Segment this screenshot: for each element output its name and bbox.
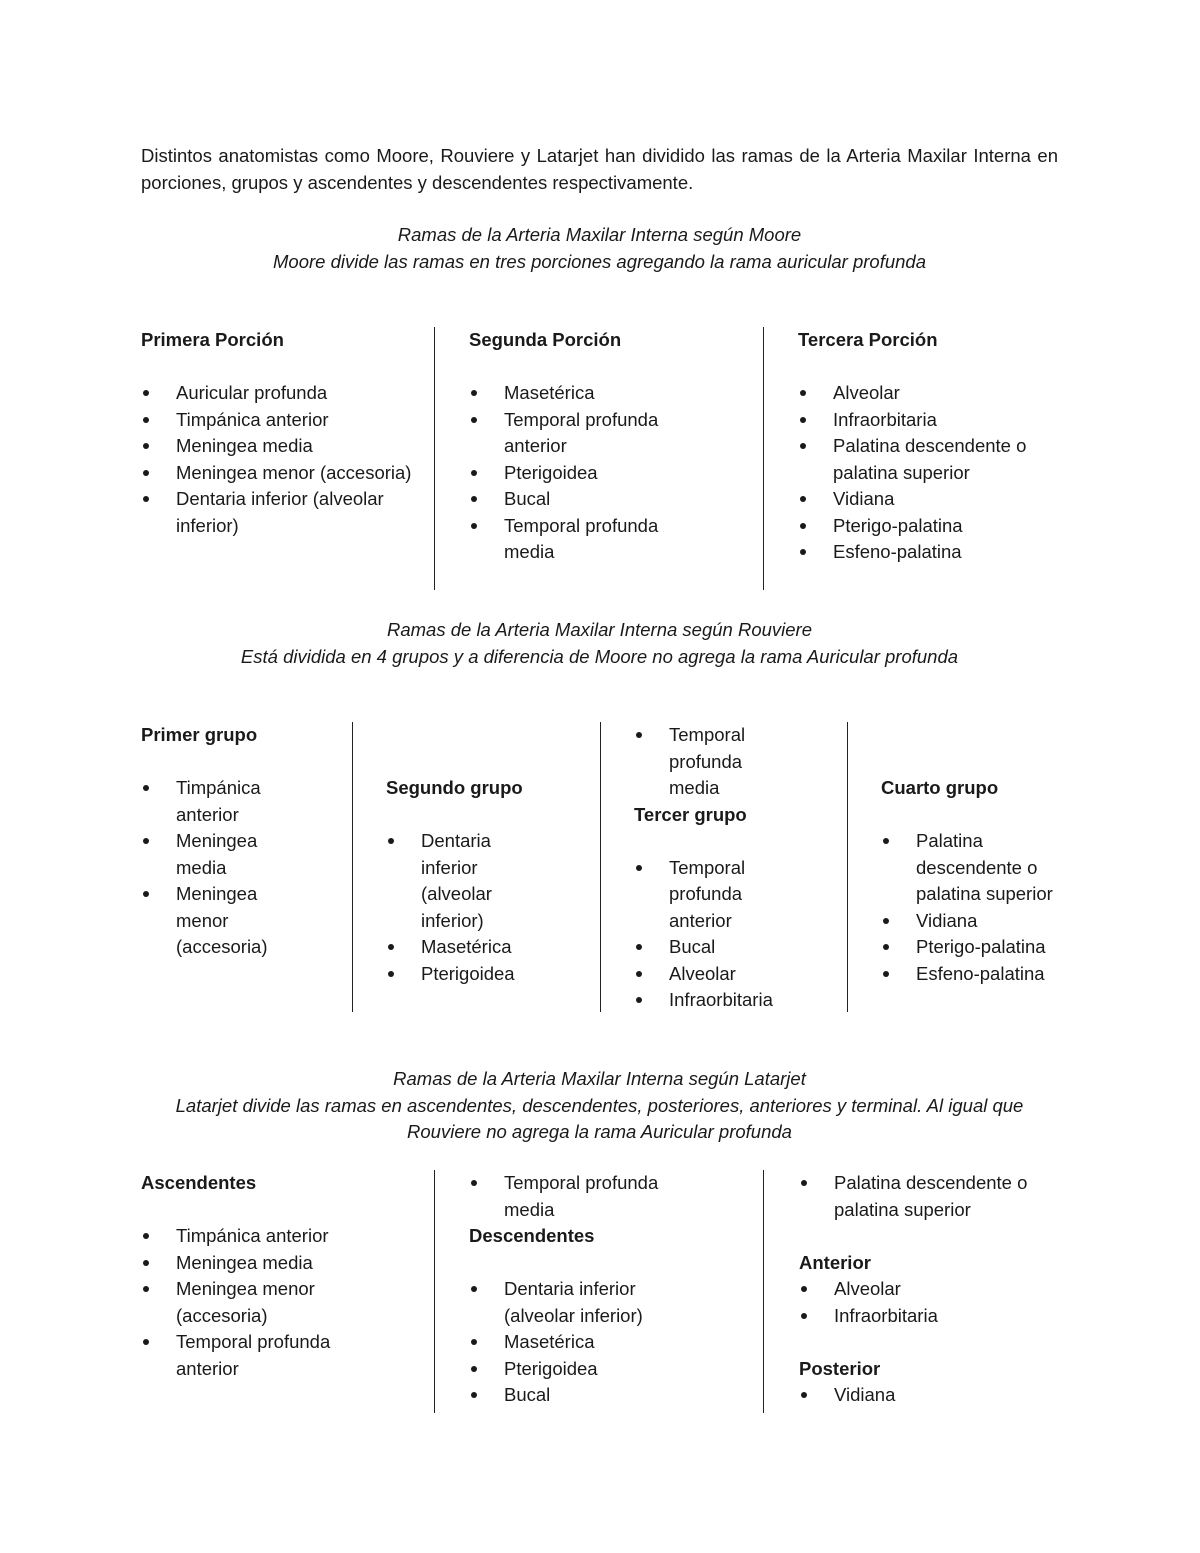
rouviere-col-cuarto — [847, 722, 1091, 1012]
rouviere-title: Ramas de la Arteria Maxilar Interna según Rouviere — [386, 619, 812, 640]
branch-list — [469, 1170, 679, 1223]
rouviere-heading — [141, 617, 1058, 670]
column-title: Posterior — [799, 1357, 881, 1379]
column-title: Primer grupo — [141, 724, 258, 745]
list-item: Temporal profunda media — [469, 1170, 679, 1223]
list-item: Dentaria inferior (alveolar inferior) — [386, 828, 506, 934]
list-item: Masetérica — [386, 934, 506, 961]
list-item: Vidiana — [881, 908, 1059, 935]
rouviere-col-segundo — [352, 722, 596, 1012]
list-item: Dentaria inferior (alveolar inferior) — [469, 1276, 669, 1329]
list-item: Pterigoidea — [469, 460, 669, 487]
list-item: Alveolar — [799, 1276, 999, 1303]
list-item: Palatina descendente o palatina superior — [799, 1170, 1039, 1223]
column-title: Descendentes — [469, 1225, 595, 1246]
list-item: Bucal — [634, 934, 754, 961]
column-title: Tercer grupo — [634, 803, 747, 825]
moore-col-segunda — [434, 327, 789, 590]
rouviere-col-tercer — [600, 722, 844, 1012]
branch-list — [799, 1382, 999, 1409]
list-item: Alveolar — [634, 961, 754, 988]
column-title: Segundo grupo — [386, 777, 523, 798]
moore-col-tercera — [763, 327, 1088, 590]
list-item: Masetérica — [469, 380, 669, 407]
list-item: Vidiana — [799, 1382, 999, 1409]
list-item: Alveolar — [798, 380, 1038, 407]
list-item: Palatina descendente o palatina superior — [881, 828, 1059, 908]
list-item: Temporal profunda media — [469, 513, 669, 566]
branch-list — [634, 722, 784, 802]
branch-list — [141, 775, 271, 961]
list-item: Meningea menor (accesoria) — [141, 881, 271, 961]
list-item: Temporal profunda media — [634, 722, 784, 802]
column-title: Segunda Porción — [469, 329, 622, 350]
moore-col-primera — [141, 327, 431, 539]
list-item: Pterigoidea — [386, 961, 506, 988]
branch-list — [469, 380, 669, 566]
branch-list — [141, 1223, 351, 1382]
branch-list — [799, 1276, 999, 1329]
list-item: Infraorbitaria — [799, 1303, 999, 1330]
latarjet-col-descendentes — [434, 1170, 789, 1413]
intro-paragraph: Distintos anatomistas como Moore, Rouviere y Latarjet han dividido las ramas de la Arteria Maxilar Interna en porciones, grupos y ascendentes y descendentes respectivamente. — [141, 145, 1058, 193]
list-item: Timpánica anterior — [141, 407, 431, 434]
latarjet-heading — [141, 1066, 1058, 1146]
column-title: Tercera Porción — [798, 329, 938, 350]
list-item: Meningea media — [141, 828, 271, 881]
list-item: Temporal profunda anterior — [634, 855, 754, 935]
list-item: Temporal profunda anterior — [469, 407, 669, 460]
list-item: Temporal profunda anterior — [141, 1329, 351, 1382]
list-item: Meningea media — [141, 1250, 351, 1277]
column-title: Anterior — [799, 1251, 871, 1273]
column-title: Ascendentes — [141, 1172, 257, 1193]
list-item: Infraorbitaria — [634, 987, 754, 1014]
list-item: Infraorbitaria — [798, 407, 1038, 434]
list-item: Pterigo-palatina — [798, 513, 1038, 540]
moore-heading — [141, 222, 1058, 275]
list-item: Pterigo-palatina — [881, 934, 1059, 961]
branch-list — [799, 1170, 1039, 1223]
list-item: Pterigoidea — [469, 1356, 669, 1383]
list-item: Timpánica anterior — [141, 1223, 351, 1250]
list-item: Esfeno-palatina — [881, 961, 1059, 988]
list-item: Timpánica anterior — [141, 775, 271, 828]
list-item: Esfeno-palatina — [798, 539, 1038, 566]
list-item: Auricular profunda — [141, 380, 431, 407]
list-item: Vidiana — [798, 486, 1038, 513]
latarjet-subtitle: Latarjet divide las ramas en ascendentes, descendentes, posteriores, anteriores y terminal. Al igual que Rouviere no agrega la rama Auricular profunda — [175, 1094, 1024, 1142]
list-item: Masetérica — [469, 1329, 669, 1356]
latarjet-col-anterior-posterior — [763, 1170, 1089, 1413]
list-item: Dentaria inferior (alveolar inferior) — [141, 486, 431, 539]
list-item: Bucal — [469, 486, 669, 513]
branch-list — [881, 828, 1059, 987]
branch-list — [386, 828, 515, 987]
branch-list — [141, 380, 431, 539]
column-title: Primera Porción — [141, 329, 284, 350]
latarjet-title: Ramas de la Arteria Maxilar Interna según Latarjet — [393, 1068, 806, 1089]
branch-list — [798, 380, 1038, 566]
rouviere-col-primer — [141, 722, 346, 961]
rouviere-subtitle: Está dividida en 4 grupos y a diferencia de Moore no agrega la rama Auricular profunda — [240, 645, 959, 667]
moore-title: Ramas de la Arteria Maxilar Interna según Moore — [397, 224, 802, 245]
branch-list — [469, 1276, 669, 1409]
latarjet-col-ascendentes — [141, 1170, 431, 1382]
list-item: Meningea menor (accesoria) — [141, 460, 431, 487]
list-item: Meningea menor (accesoria) — [141, 1276, 351, 1329]
column-title: Cuarto grupo — [881, 777, 999, 798]
list-item: Palatina descendente o palatina superior — [798, 433, 1038, 486]
moore-subtitle: Moore divide las ramas en tres porciones agregando la rama auricular profunda — [273, 250, 926, 272]
branch-list — [634, 855, 773, 1014]
list-item: Bucal — [469, 1382, 669, 1409]
list-item: Meningea media — [141, 433, 431, 460]
